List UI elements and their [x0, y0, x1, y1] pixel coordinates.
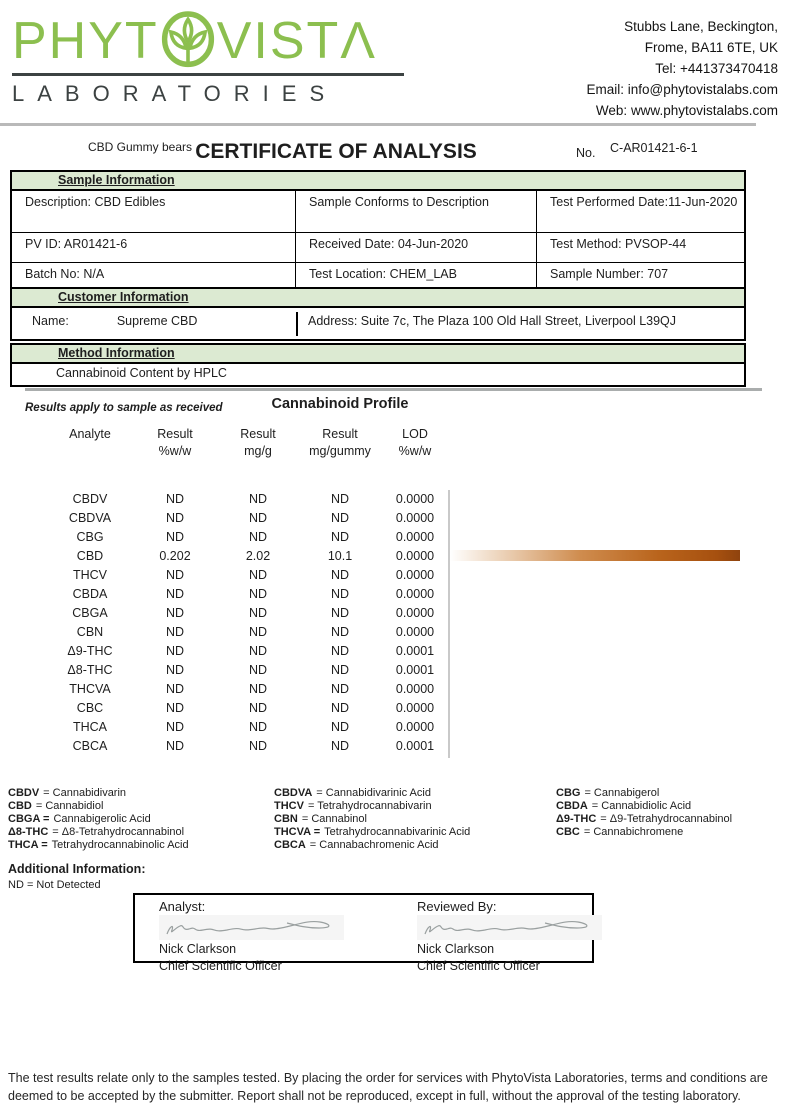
result-gummy-cell: ND: [330, 700, 350, 715]
lod-cell: 0.0000: [395, 624, 435, 639]
sample-info-row: [12, 191, 744, 232]
result-ww-cell: ND: [165, 529, 185, 544]
brand-wordmark: [12, 12, 412, 70]
lod-cell: 0.0000: [395, 567, 435, 582]
result-mgg-cell: ND: [248, 510, 268, 525]
method-info-header: Method Information: [12, 345, 744, 364]
table-row: [40, 660, 456, 679]
contact-line: Web: www.phytovistalabs.com: [595, 103, 778, 118]
legend-column-3: [556, 787, 732, 839]
profile-table-header: [40, 426, 456, 460]
table-row: [40, 603, 456, 622]
col-header-lod: LOD %w/w: [398, 427, 432, 458]
method-content: Cannabinoid Content by HPLC: [56, 366, 227, 380]
sample-number-cell: Sample Number: 707: [550, 267, 669, 281]
result-gummy-cell: ND: [330, 586, 350, 601]
analyst-name: Nick Clarkson: [159, 942, 237, 956]
analyst-label: Analyst:: [159, 899, 206, 914]
result-mgg-cell: ND: [248, 643, 268, 658]
legend-definition: = Cannabidivarinic Acid: [316, 787, 431, 799]
col-header-result-gummy: Result mg/gummy: [309, 427, 371, 458]
result-ww-cell: ND: [165, 681, 185, 696]
legend-item: [8, 826, 189, 839]
additional-info-label: Additional Information:: [8, 862, 146, 876]
analyte-cell: THCV: [72, 567, 108, 582]
result-mgg-cell: ND: [248, 719, 268, 734]
sample-info-header: Sample Information: [12, 172, 744, 191]
result-gummy-cell: ND: [330, 624, 350, 639]
page-title: CERTIFICATE OF ANALYSIS: [195, 140, 477, 163]
result-gummy-cell: ND: [330, 643, 350, 658]
result-ww-cell: ND: [165, 510, 185, 525]
legend-item: [8, 800, 189, 813]
analyte-cell: CBG: [76, 529, 104, 544]
contact-line: Tel: +441373470418: [655, 61, 778, 76]
lod-cell: 0.0000: [395, 700, 435, 715]
lod-cell: 0.0000: [395, 605, 435, 620]
lod-cell: 0.0001: [395, 662, 435, 677]
description-cell: Description: CBD Edibles: [12, 191, 296, 232]
legend-item: [274, 813, 470, 826]
legend-definition: = Δ9-Tetrahydrocannabinol: [600, 813, 733, 825]
result-gummy-cell: ND: [330, 491, 350, 506]
table-row: [40, 508, 456, 527]
legend-definition: = Cannabigerol: [584, 787, 660, 799]
legend-item: [556, 800, 732, 813]
received-date-cell: Received Date: 04-Jun-2020: [296, 233, 537, 262]
analyte-cell: THCA: [72, 719, 108, 734]
legend-item: [274, 839, 470, 852]
result-mgg-cell: ND: [248, 662, 268, 677]
legend-abbr: THCVA =: [274, 826, 321, 838]
col-header-result-mgg: Result mg/g: [240, 427, 276, 458]
product-name: CBD Gummy bears: [88, 140, 193, 154]
lod-cell: 0.0001: [395, 643, 435, 658]
legend-abbr: CBCA: [274, 839, 306, 851]
certificate-number: C-AR01421-6-1: [610, 141, 698, 155]
legend-abbr: Δ9-THC: [556, 813, 597, 825]
nd-definition: ND = Not Detected: [8, 879, 101, 891]
legend-item: [556, 787, 732, 800]
legend-item: [274, 800, 470, 813]
table-row: [40, 565, 456, 584]
legend-definition: = Δ8-Tetrahydrocannabinol: [52, 826, 185, 838]
legend-definition: = Cannabachromenic Acid: [309, 839, 439, 851]
analyte-cell: THCVA: [69, 681, 111, 696]
analyte-cell: CBCA: [72, 738, 108, 753]
customer-info-row: [12, 308, 744, 339]
brand-right-text: VISTΛ: [216, 12, 377, 70]
result-mgg-cell: ND: [248, 681, 268, 696]
result-ww-cell: ND: [165, 719, 185, 734]
legend-item: [274, 787, 470, 800]
batch-no-cell: Batch No: N/A: [12, 263, 296, 288]
contact-line: Stubbs Lane, Beckington,: [624, 19, 778, 34]
result-ww-cell: ND: [165, 567, 185, 582]
legend-abbr: CBN: [274, 813, 298, 825]
legend-item: [274, 826, 470, 839]
method-info-section: [10, 343, 746, 387]
section-divider: [25, 388, 762, 391]
legend-item: [556, 826, 732, 839]
result-ww-cell: ND: [165, 624, 185, 639]
result-ww-cell: ND: [165, 605, 185, 620]
legend-abbr: CBC: [556, 826, 580, 838]
signature-box: [133, 893, 594, 973]
test-method-cell: Test Method: PVSOP-44: [550, 237, 687, 251]
legend-definition: = Cannabichromene: [583, 826, 684, 838]
analyte-cell: Δ8-THC: [67, 662, 113, 677]
certificate-no-label: No.: [576, 146, 596, 160]
col-header-result-ww: Result %w/w: [157, 427, 193, 458]
legend-definition: = Cannabidiolic Acid: [591, 800, 692, 812]
lod-cell: 0.0000: [395, 510, 435, 525]
legend-definition: = Cannabinol: [301, 813, 367, 825]
customer-info-header: Customer Information: [12, 289, 744, 308]
analyte-cell: CBDV: [72, 491, 108, 506]
phytovista-logo: [12, 12, 412, 107]
result-gummy-cell: ND: [330, 529, 350, 544]
sample-info-row: [12, 232, 744, 262]
analyte-cell: CBGA: [72, 605, 108, 620]
table-row: [40, 698, 456, 717]
reviewed-by-label: Reviewed By:: [417, 899, 497, 914]
leaf-o-icon: [161, 12, 215, 70]
result-mgg-cell: ND: [248, 624, 268, 639]
customer-name-cell: [12, 308, 296, 339]
legend-item: [8, 839, 189, 852]
legend-abbr: THCV: [274, 800, 304, 812]
brand-left-text: PHYT: [12, 12, 159, 70]
legend-column-1: [8, 787, 189, 852]
table-row: [40, 717, 456, 736]
legend-abbr: THCA =: [8, 839, 48, 851]
legend-item: [556, 813, 732, 826]
analyst-signature-icon: [159, 915, 344, 940]
analyst-title: Chief Scientific Officer: [159, 959, 282, 973]
table-row: [40, 622, 456, 641]
analyte-cell: CBDVA: [68, 510, 112, 525]
result-gummy-cell: ND: [330, 681, 350, 696]
legend-definition: Tetrahydrocannabivarinic Acid: [324, 826, 471, 838]
profile-table-body: [40, 489, 456, 755]
result-ww-cell: ND: [165, 586, 185, 601]
table-row: [40, 489, 456, 508]
legend-definition: Cannabigerolic Acid: [53, 813, 151, 825]
lod-cell: 0.0001: [395, 738, 435, 753]
footer-disclaimer: The test results relate only to the samples tested. By placing the order for services with PhytoVista Laboratories, terms and conditions are deemed to be accepted by the submitter. Report shall not be reproduced, except in full, without the approval of the testing laboratory.: [8, 1071, 768, 1103]
result-mgg-cell: ND: [248, 700, 268, 715]
customer-info-section: [10, 287, 746, 341]
result-gummy-cell: 10.1: [327, 548, 353, 563]
analyte-cell: CBN: [76, 624, 104, 639]
result-mgg-cell: ND: [248, 529, 268, 544]
lod-cell: 0.0000: [395, 491, 435, 506]
test-location-cell: Test Location: CHEM_LAB: [296, 263, 537, 288]
lod-cell: 0.0000: [395, 681, 435, 696]
result-ww-cell: ND: [165, 491, 185, 506]
analyte-cell: CBC: [76, 700, 104, 715]
table-row: [40, 736, 456, 755]
reviewer-title: Chief Scientific Officer: [417, 959, 540, 973]
test-performed-date-cell: Test Performed Date:11-Jun-2020: [550, 195, 738, 209]
reviewer-name: Nick Clarkson: [417, 942, 495, 956]
table-row: [40, 584, 456, 603]
reviewer-signature-icon: [417, 915, 602, 940]
result-ww-cell: ND: [165, 662, 185, 677]
customer-name-label: Name:: [32, 314, 69, 328]
result-mgg-cell: ND: [248, 567, 268, 582]
legend-definition: = Cannabidiol: [35, 800, 104, 812]
col-header-analyte: Analyte: [69, 427, 111, 441]
legend-abbr: CBDA: [556, 800, 588, 812]
result-gummy-cell: ND: [330, 567, 350, 582]
result-ww-cell: ND: [165, 643, 185, 658]
result-mgg-cell: ND: [248, 586, 268, 601]
lod-cell: 0.0000: [395, 586, 435, 601]
legend-abbr: CBDVA: [274, 787, 313, 799]
result-mgg-cell: 2.02: [245, 548, 271, 563]
analyst-block: [159, 899, 369, 973]
header-divider: [0, 123, 756, 126]
lab-contact-info: [586, 16, 778, 121]
legend-item: [8, 813, 189, 826]
table-row: [40, 641, 456, 660]
contact-line: Frome, BA11 6TE, UK: [644, 40, 778, 55]
legend-abbr: CBDV: [8, 787, 40, 799]
result-mgg-cell: ND: [248, 491, 268, 506]
analyte-cell: Δ9-THC: [67, 643, 113, 658]
table-row: [40, 546, 456, 565]
sample-info-section: [10, 170, 746, 290]
legend-definition: Tetrahydrocannabinolic Acid: [51, 839, 189, 851]
cbd-result-bar: [450, 550, 740, 561]
legend-item: [8, 787, 189, 800]
lod-cell: 0.0000: [395, 719, 435, 734]
cannabinoid-profile-title: Cannabinoid Profile: [271, 396, 409, 412]
lod-cell: 0.0000: [395, 529, 435, 544]
bar-chart-axis: [448, 490, 450, 758]
brand-subtitle: LABORATORIES: [12, 81, 338, 106]
result-ww-cell: 0.202: [159, 548, 191, 563]
contact-line: Email: info@phytovistalabs.com: [586, 82, 778, 97]
reviewer-block: [417, 899, 627, 973]
results-note: Results apply to sample as received: [25, 402, 223, 414]
result-gummy-cell: ND: [330, 605, 350, 620]
legend-abbr: Δ8-THC: [8, 826, 49, 838]
logo-divider: [12, 73, 404, 76]
result-gummy-cell: ND: [330, 510, 350, 525]
result-gummy-cell: ND: [330, 662, 350, 677]
table-row: [40, 679, 456, 698]
result-mgg-cell: ND: [248, 738, 268, 753]
legend-column-2: [274, 787, 470, 852]
analyte-cell: CBDA: [72, 586, 108, 601]
pv-id-cell: PV ID: AR01421-6: [12, 233, 296, 262]
analyte-cell: CBD: [76, 548, 104, 563]
legend-abbr: CBD: [8, 800, 32, 812]
legend-definition: = Tetrahydrocannabivarin: [307, 800, 432, 812]
result-ww-cell: ND: [165, 738, 185, 753]
customer-address-cell: Address: Suite 7c, The Plaza 100 Old Hall Street, Liverpool L39QJ: [308, 314, 677, 328]
sample-info-row: [12, 262, 744, 288]
legend-definition: = Cannabidivarin: [43, 787, 127, 799]
table-row: [40, 527, 456, 546]
result-gummy-cell: ND: [330, 738, 350, 753]
legend-abbr: CBGA =: [8, 813, 50, 825]
legend-abbr: CBG: [556, 787, 581, 799]
lod-cell: 0.0000: [395, 548, 435, 563]
customer-name-value: Supreme CBD: [116, 314, 198, 328]
result-ww-cell: ND: [165, 700, 185, 715]
conforms-cell: Sample Conforms to Description: [296, 191, 537, 232]
result-mgg-cell: ND: [248, 605, 268, 620]
result-gummy-cell: ND: [330, 719, 350, 734]
